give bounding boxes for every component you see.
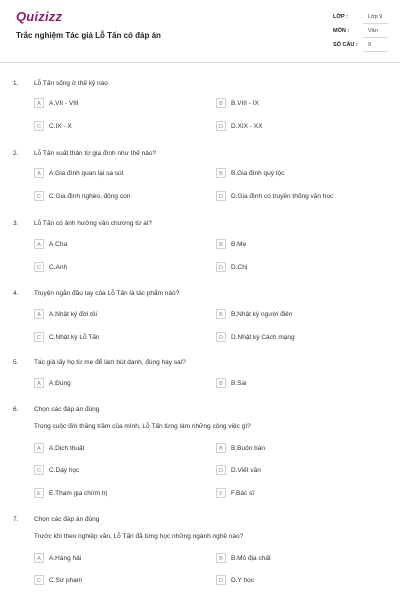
option-text: D.XIX - XX: [231, 122, 263, 130]
option-text: D.Viết văn: [231, 466, 261, 474]
option-text: D.Y học: [231, 576, 255, 584]
question-number: 4.: [13, 290, 19, 297]
option-text: A.Gia đình quan lại sa sút: [49, 169, 124, 177]
question-text: Truyện ngắn đầu tay của Lỗ Tấn là tác phẩm nào?: [34, 290, 180, 297]
option-key: C: [34, 262, 44, 272]
option-text: C.IX - X: [49, 122, 72, 130]
option-text: B.Mỏ địa chất: [231, 554, 271, 562]
option-key: C: [34, 465, 44, 475]
option-key: A: [34, 553, 44, 563]
question-subtext: Trước khi theo nghiệp văn, Lỗ Tấn đã từng học những ngành nghề nào?: [34, 533, 244, 540]
page-title: Trắc nghiệm Tác giả Lỗ Tấn có đáp án: [16, 31, 161, 40]
meta-label: MÔN :: [333, 28, 350, 34]
meta-row-class: [330, 10, 388, 24]
option-key: D: [216, 332, 226, 342]
worksheet-header: [0, 0, 400, 63]
option-key: B: [216, 168, 226, 178]
question-number: 5.: [13, 359, 19, 366]
option-key: B: [216, 98, 226, 108]
option-text: B.Nhật ký người điên: [231, 310, 293, 318]
option-key: B: [216, 443, 226, 453]
question-text: Chọn các đáp án đúng: [34, 406, 100, 413]
option-text: A.Dịch thuật: [49, 444, 85, 452]
option-key: C: [34, 332, 44, 342]
option-text: A.Cha: [49, 240, 68, 248]
option-text: C.Dạy học: [49, 466, 80, 474]
option-text: C.Sư phạm: [49, 576, 83, 584]
option-text: D.Gia đình có truyền thống văn học: [231, 192, 334, 200]
question-text: Lỗ Tấn sống ở thế kỷ nào: [34, 80, 108, 87]
divider: [363, 51, 388, 52]
meta-row-subject: [330, 24, 388, 38]
option-key: A: [34, 168, 44, 178]
option-key: C: [34, 575, 44, 585]
option-key: D: [216, 465, 226, 475]
option-key: B: [216, 309, 226, 319]
option-key: B: [216, 239, 226, 249]
option-key: A: [34, 378, 44, 388]
option-text: C.Gia đình nghèo, đông con: [49, 192, 131, 200]
question-text: Lỗ Tấn có ảnh hưởng văn chương từ ai?: [34, 220, 152, 227]
option-key: A: [34, 443, 44, 453]
option-key: E: [34, 488, 44, 498]
question-number: 7.: [13, 516, 19, 523]
option-text: A.Hàng hải: [49, 554, 82, 562]
option-key: B: [216, 378, 226, 388]
option-text: A.VII - VIII: [49, 99, 79, 107]
option-text: C.Anh: [49, 263, 68, 271]
meta-value: 9: [368, 42, 372, 48]
question-number: 3.: [13, 220, 19, 227]
option-text: B.VIII - IX: [231, 99, 259, 107]
option-key: D: [216, 262, 226, 272]
question-number: 2.: [13, 150, 19, 157]
question-number: 6.: [13, 406, 19, 413]
question-text: Lỗ Tấn xuất thân từ gia đình như thế nào?: [34, 150, 157, 157]
meta-row-count: [330, 38, 388, 52]
meta-label: LỚP :: [333, 14, 348, 20]
option-key: A: [34, 98, 44, 108]
option-text: A.Đúng: [49, 379, 71, 387]
option-text: A.Nhật ký đời tôi: [49, 310, 97, 318]
option-key: D: [216, 191, 226, 201]
question-text: Chọn các đáp án đúng: [34, 516, 100, 523]
question-number: 1.: [13, 80, 19, 87]
option-key: B: [216, 553, 226, 563]
option-text: F.Bác sĩ: [231, 489, 255, 497]
option-text: B.Sai: [231, 379, 247, 387]
option-key: D: [216, 121, 226, 131]
meta-value: Văn: [368, 28, 378, 34]
question-subtext: Trong cuộc đời thăng trầm của mình, Lỗ Tấn từng làm những công việc gì?: [34, 423, 251, 430]
option-key: F: [216, 488, 226, 498]
option-text: D.Nhật ký Cách mạng: [231, 333, 295, 341]
option-text: B.Buôn bán: [231, 444, 265, 452]
meta-label: SỐ CÂU :: [333, 42, 358, 48]
option-key: C: [34, 191, 44, 201]
option-text: D.Chị: [231, 263, 248, 271]
option-text: E.Tham gia chính trị: [49, 489, 108, 497]
option-key: D: [216, 575, 226, 585]
option-text: C.Nhật ký Lỗ Tấn: [49, 333, 100, 341]
question-text: Tác giả lấy họ từ mẹ để làm bút danh, đúng hay sai?: [34, 359, 186, 366]
option-text: B.Mẹ: [231, 240, 247, 248]
option-text: B.Gia đình quý tộc: [231, 169, 285, 177]
meta-value: Lớp 9: [368, 14, 383, 20]
quizizz-logo: Quizizz: [16, 9, 63, 24]
meta-table: [330, 10, 388, 52]
option-key: A: [34, 309, 44, 319]
option-key: A: [34, 239, 44, 249]
option-key: C: [34, 121, 44, 131]
